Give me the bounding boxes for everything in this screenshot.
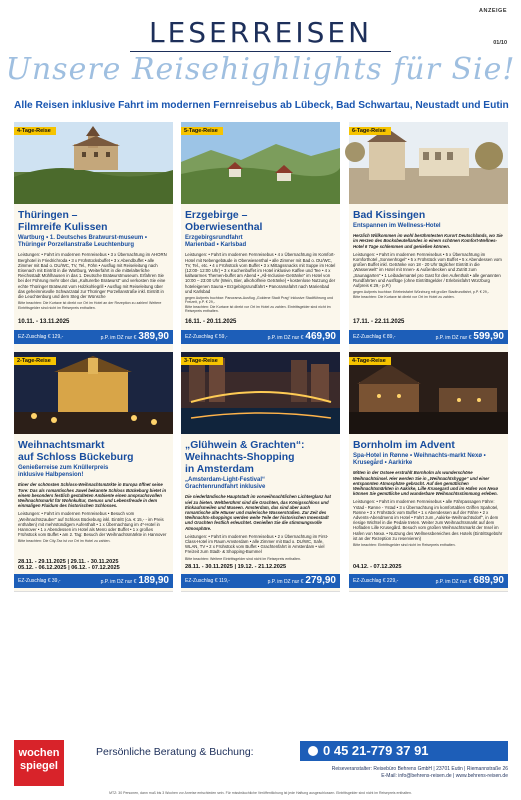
script-headline: Unsere Reisehighlights für Sie!	[5, 52, 516, 87]
trip-subtitle: Erzgebirgsrundfahrt Marienbad • Karlsbad	[185, 235, 247, 249]
trip-intro: Herzlich Willkommen im wohl berühmtesten Kurort Deutschlands, wo Sie im Herzen des Bocksbeutellandes in einem schönen Komfort-Wellnes-Hotel 6 Tage schlemmen und genießen können.	[353, 233, 503, 249]
wochenspiegel-logo	[14, 740, 64, 786]
trip-body: Leistungen: • Fahrt im modernen Fernreisebus • 5 x Übernachtung im Komforthotel „Sonnenhügel“ • 5 x Frühstück vom Buffet • 5 x Abendessen vom großen Buffet inkl. Getränke von 18 - 20 Uhr täglicher Eintritt in die „Wasserwelt“ im Hotel mit Innen- & Außenbecken und Zutritt zum „Saunagarten“ • 1 Leibademantel pro Gast für den Aufenthalt • alle genannten Rundfahrten und Ausflüge (ohne Eintrittsgelder / Erlebnisfahrt Würzburg Aufpreis € 29,- p.P.)	[353, 251, 502, 289]
fine-print: MTZ: 30 Personen, dann muß bis 3 Wochen vor Anreise entschieden sein. Für missbräuchliche Veröffentlichung ist jede Haftung ausgeschlossen. Eintrittsgelder sind nicht im Reisepreis enthalten.	[109, 791, 412, 795]
price-value: 599,90	[473, 331, 504, 342]
price-label: p.P. im DZ nur €	[100, 579, 137, 585]
ez-surcharge: EZ-Zuschlag € 59,-	[185, 334, 228, 340]
trip-dates: 28.11. - 29.11.2025 | 29.11. - 30.11.2025 05.12. - 06.12.2025 | 06.12. - 07.12.2025	[18, 559, 120, 571]
trip-dates: 28.11. - 30.11.2025 | 19.12. - 21.12.2025	[185, 564, 287, 570]
trip-card-erzgebirge[interactable]	[181, 122, 340, 354]
price-bar[interactable]	[181, 330, 340, 344]
page-number: 01/10	[493, 40, 507, 46]
trip-duration-badge: 5-Tage-Reise	[181, 127, 223, 135]
price-value: 389,90	[138, 331, 169, 342]
trip-body: Leistungen: • Fahrt im modernen Fernreisebus • Besuch vom „Weihnachtszauber“ auf Schloss Bückeburg inkl. Eintritt (ca. € 15,- - im Preis enthalten) mit mehrstündigem Aufenthalt • 1 x Übernachtung im 4*-Hotel in Hannover • 1 x Abendessen im Hotel als Menü oder Buffet • 1 x großes Frühstück vom Buffet • am 2. Tag: Besuch der Weihnachtsmärkte in Hannover	[18, 511, 167, 538]
trip-body: Leistungen: • Fahrt im modernen Fernreisebus • alle Fährpassagen Fähre: Ystad - Rønne - Ystad • 3 x Übernachtung im komfortablen Griffen Spahotel, Rønne • 3 x Frühstück vom Buffet • 1 x Abendessen auf der Fähre • 2 x Advents-Abendmenü im Hotel • Fahrt zum „Aakirke-Weihnachtsdorf“, in dem riesige Wichtel in die Pedale treten. Weiter zum Weihnachtsmarkt auf dem Hofladen Lille Krusegård. Besuch vom großen Weihnachtsmarkt der Insel im Hafen von Nexø. • Nutzung des Wellnessbereiches des Hotels (Eintrittsgebühr ist an der Rezeption zu reservieren)	[353, 499, 503, 541]
price-bar[interactable]	[349, 574, 508, 588]
veranstalter-text: Reiseveranstalter: Reisebüro Behrens GmbH | 23701 Eutin | Riemannstraße 26	[331, 766, 508, 772]
trip-image-bueckeburg	[14, 352, 173, 434]
ez-surcharge: EZ-Zuschlag € 119,-	[185, 578, 230, 584]
trip-subtitle: Entspannen im Wellness-Hotel	[353, 223, 441, 229]
trip-note: Bitte beachten: Weitere Eintrittsgelder sind nicht im Reisepreis enthalten.	[185, 556, 301, 561]
phone-number: 0 45 21-779 37 91	[323, 743, 429, 758]
trip-note: gegen Aufpreis buchbar: Erlebnisfahrt Würzburg mit großer Stadtrundfahrt, p.P. € 29,- Bitte beachten: Die Kurtaxe ist direkt vor Ort im Hotel zu zahlen.	[353, 290, 489, 299]
page-title: LESERREISEN	[148, 16, 373, 49]
price-value: 689,90	[473, 575, 504, 586]
trip-body: Leistungen: • Fahrt im modernen Fernreisebus • 2 x Übernachtung im First-Class-Hotel im Raum Amsterdam • alle Zimmer mit Bad o. DU/WC, Safe, WLAN, TV • 2 x Frühstück vom Buffet • Grachtenfahrt in Amsterdam • viel Freizeit zum Stadt- & Shopping-Bummel	[185, 533, 329, 555]
price-per-person	[101, 575, 169, 586]
trip-image-bornholm	[349, 352, 508, 434]
price-label: p.P. im DZ nur €	[435, 335, 472, 341]
trip-note: Bitte beachten: Die City-Tax ist vor Ort im Hotel zu zahlen.	[18, 539, 111, 544]
trip-card-thueringen[interactable]	[14, 122, 173, 354]
trip-duration-badge: 2-Tage-Reise	[14, 357, 56, 365]
price-per-person	[268, 331, 336, 342]
trip-title: „Glühwein & Grachten“: Weihnachts-Shopping in Amsterdam	[185, 440, 305, 475]
trip-note: gegen Aufpreis buchbar: Panorama-Ausflug „Goldene Stadt Prag“ inklusive Stadtführung und Freizeit, p.P. € 29,- Bitte beachten: Die Kurtaxe ist direkt vor Ort im Hotel zu zahlen. Eintrittsgelder sind nicht im Reisepreis enthalten.	[185, 296, 334, 314]
trip-content	[185, 210, 336, 318]
price-per-person	[436, 575, 504, 586]
beratung-label: Persönliche Beratung & Buchung:	[96, 746, 254, 758]
ez-surcharge: EZ-Zuschlag € 229,-	[353, 578, 399, 584]
trip-card-amsterdam[interactable]	[181, 352, 340, 592]
price-label: p.P. im DZ nur €	[100, 335, 137, 341]
price-label: p.P. im DZ nur €	[267, 579, 304, 585]
trip-note: Bitte beachten: Eintrittsgelder sind nicht im Reisepreis enthalten.	[353, 543, 456, 548]
trip-duration-badge: 4-Tage-Reise	[349, 357, 391, 365]
trip-card-bornholm[interactable]	[349, 352, 508, 592]
trip-subtitle: Wartburg • 1. Deutsches Bratwurst-museum • Thüringer Porzellanstraße Leuchtenburg	[18, 235, 148, 249]
email-link[interactable]: E-Mail: info@behrens-reisen.de | www.behrens-reisen.de	[381, 772, 508, 779]
trip-body: Leistungen: • Fahrt im modernen Fernreisebus • 3 x Übernachtung im AHORN Berghotel in Friedrichroda • 3 x Frühstücksbuffet • 3 x Abendbuffet • alle Zimmer mit Bad o. DU/WC, TV, Tel., Föhn • Ausflug mit Reiseleitung nach Eisenach mit Eintritt in die Wartburg, Weiterfahrt in die mittelalterliche Reichsstadt Mühlhausen in das 1. Deutsche Bratwurstmuseum. Erfahren Sie bei der Führung mehr über das „Kulturerbe Bratwurst“ und verkosten Sie eine echte Thüringer Bratwurst vom Holzkohlegrill • Ausflug mit Reiseleitung über das geheimnisvolle Schwarzatal zur Thüringer Porzellanstraße inkl. Eintritt in die Leuchtenburg und dem Steg der Wünsche	[18, 252, 167, 300]
trip-note: Bitte beachten: Die Kurtaxe ist direkt vor Ort im Hotel an der Rezeption zu zahlen! Weitere Eintrittsgelder sind nicht im Reisepreis enthalten.	[18, 301, 162, 310]
phone-box[interactable]	[300, 741, 508, 761]
price-value: 279,90	[305, 575, 336, 586]
price-bar[interactable]	[14, 574, 173, 588]
trip-dates: 17.11. - 22.11.2025	[353, 319, 405, 325]
trip-intro: Die niederländische Hauptstadt im vorweihnachtlichen Lichterglanz hat viel zu bieten. Weltberühmt sind die Grachten, das Königsschloss und Einkaufsmeilen und Museen. Amsterdam, das sind aber auch romantische alte Häuser und malerische Wasserstraßen. Zur Zeit des Weihnachts-shoppings werden weite Teile der historischen Innenstadt und Grachten festlich erleuchtet. Genießen Sie die stimmungsvolle Atmosphäre.	[185, 494, 331, 531]
ez-surcharge: EZ-Zuschlag € 39,-	[18, 578, 61, 584]
trip-dates: 10.11. - 13.11.2025	[18, 319, 70, 325]
trip-image-kissingen	[349, 122, 508, 204]
trip-card-bueckeburg[interactable]	[14, 352, 173, 592]
trip-image-wartburg	[14, 122, 173, 204]
logo-line-1: wochen	[18, 747, 60, 759]
ez-surcharge: EZ-Zuschlag € 129,-	[18, 334, 64, 340]
trip-image-oberwiesenthal	[181, 122, 340, 204]
trip-intro: Mitten in der Ostsee erstrahlt Bornholm als wunderschöne Weihnachtsinsel. Hier werden Sie in „Weihnachtshygge“ und einer entspannten Atmosphäre gebracht. Auf den gemütlichen Weihnachtsmärkten in Aakirke, Lille Krusegard und im Hafen von Nexø können Sie gemütliche und wunderbare Weihnachtsstimmung erleben.	[353, 470, 498, 497]
price-per-person	[268, 575, 336, 586]
price-per-person	[101, 331, 169, 342]
price-per-person	[436, 331, 504, 342]
trip-subtitle: Genießerreise zum Knüllerpreis inklusive Halbpension!	[18, 465, 109, 479]
contact-info	[332, 766, 508, 779]
trip-card-bad-kissingen[interactable]	[349, 122, 508, 354]
trip-image-amsterdam	[181, 352, 340, 434]
trip-title: Weihnachtsmarkt auf Schloss Bückeburg	[18, 440, 134, 463]
price-value: 469,90	[305, 331, 336, 342]
price-label: p.P. im DZ nur €	[267, 335, 304, 341]
trip-title: Thüringen – Filmreife Kulissen	[18, 210, 108, 233]
phone-icon	[308, 746, 318, 756]
trip-content	[353, 440, 504, 558]
trip-subtitle: „Amsterdam-Light-Festival“ Grachtenrundfahrt inklusive	[185, 477, 266, 491]
price-bar[interactable]	[14, 330, 173, 344]
trip-content	[353, 210, 504, 318]
anzeige-label: ANZEIGE	[479, 8, 507, 14]
trip-content	[18, 440, 169, 558]
trip-content	[185, 440, 336, 561]
price-bar[interactable]	[181, 574, 340, 588]
trip-dates: 04.12. - 07.12.2025	[353, 564, 402, 570]
trip-title: Bad Kissingen	[353, 210, 426, 221]
trip-duration-badge: 3-Tage-Reise	[181, 357, 223, 365]
trip-duration-badge: 4-Tage-Reise	[14, 127, 56, 135]
trip-title: Erzgebirge – Oberwiesenthal	[185, 210, 263, 233]
price-value: 189,90	[138, 575, 169, 586]
trip-subtitle: Spa-Hotel in Rønne • Weihnachts-markt Nexø • Krusegård • Aarkirke	[353, 453, 486, 467]
trip-content	[18, 210, 169, 318]
logo-line-2: spiegel	[20, 760, 58, 772]
trip-dates: 16.11. - 20.11.2025	[185, 319, 237, 325]
footer	[0, 740, 521, 800]
trip-intro: Einer der schönsten Schloss-Weihnachtsmärkte in Europa öffnet seine Tore: Das als romantisches Juwel bekannte Schloss Bückeburg bietet in einem besonders festlich gestalteten Ambiente einen anspruchsvollen Weihnachtsmarkt für Wohnkultur, Genuss und Lebensfreude in dem einmaligen Fluidum des historischen Schlosses.	[18, 482, 167, 509]
ez-surcharge: EZ-Zuschlag € 89,-	[353, 334, 396, 340]
trip-duration-badge: 6-Tage-Reise	[349, 127, 391, 135]
price-label: p.P. im DZ nur €	[435, 579, 472, 585]
subline: Alle Reisen inklusive Fahrt im modernen Fernreisebus ab Lübeck, Bad Schwartau, Neustadt und Eutin	[14, 100, 509, 111]
price-bar[interactable]	[349, 330, 508, 344]
masthead	[0, 16, 521, 49]
trip-title: Bornholm im Advent	[353, 440, 455, 451]
trip-body: Leistungen: • Fahrt im modernen Fernreisebus • 4 x Übernachtung im Komfort-Hotel mit Nebengebäude in Oberwiesenthal • alle Zimmer mit Bad o. DU/WC, TV, Tel., etc. • 4 x Frühstück vom Buffet • 3 x Mittagssnacks mit Suppe im Hotel (12:00- 12:00 Uhr) • 3 x Kuchenbuffet im Hotel inklusive Kaffee und Tee • 4 x kaltwarmes Themen-buffet am Abend • „All-Inclusive-Getränke“ im Hotel von 10:00 – 23:00 Uhr (Wein, Bier, alkoholfreie Getränke) • kostenlose Nutzung der hoteleigenen Sauna • Erzgebirgsrundfahrt • Panoramafahrt nach Marienbad und Karlsbad	[185, 252, 336, 294]
